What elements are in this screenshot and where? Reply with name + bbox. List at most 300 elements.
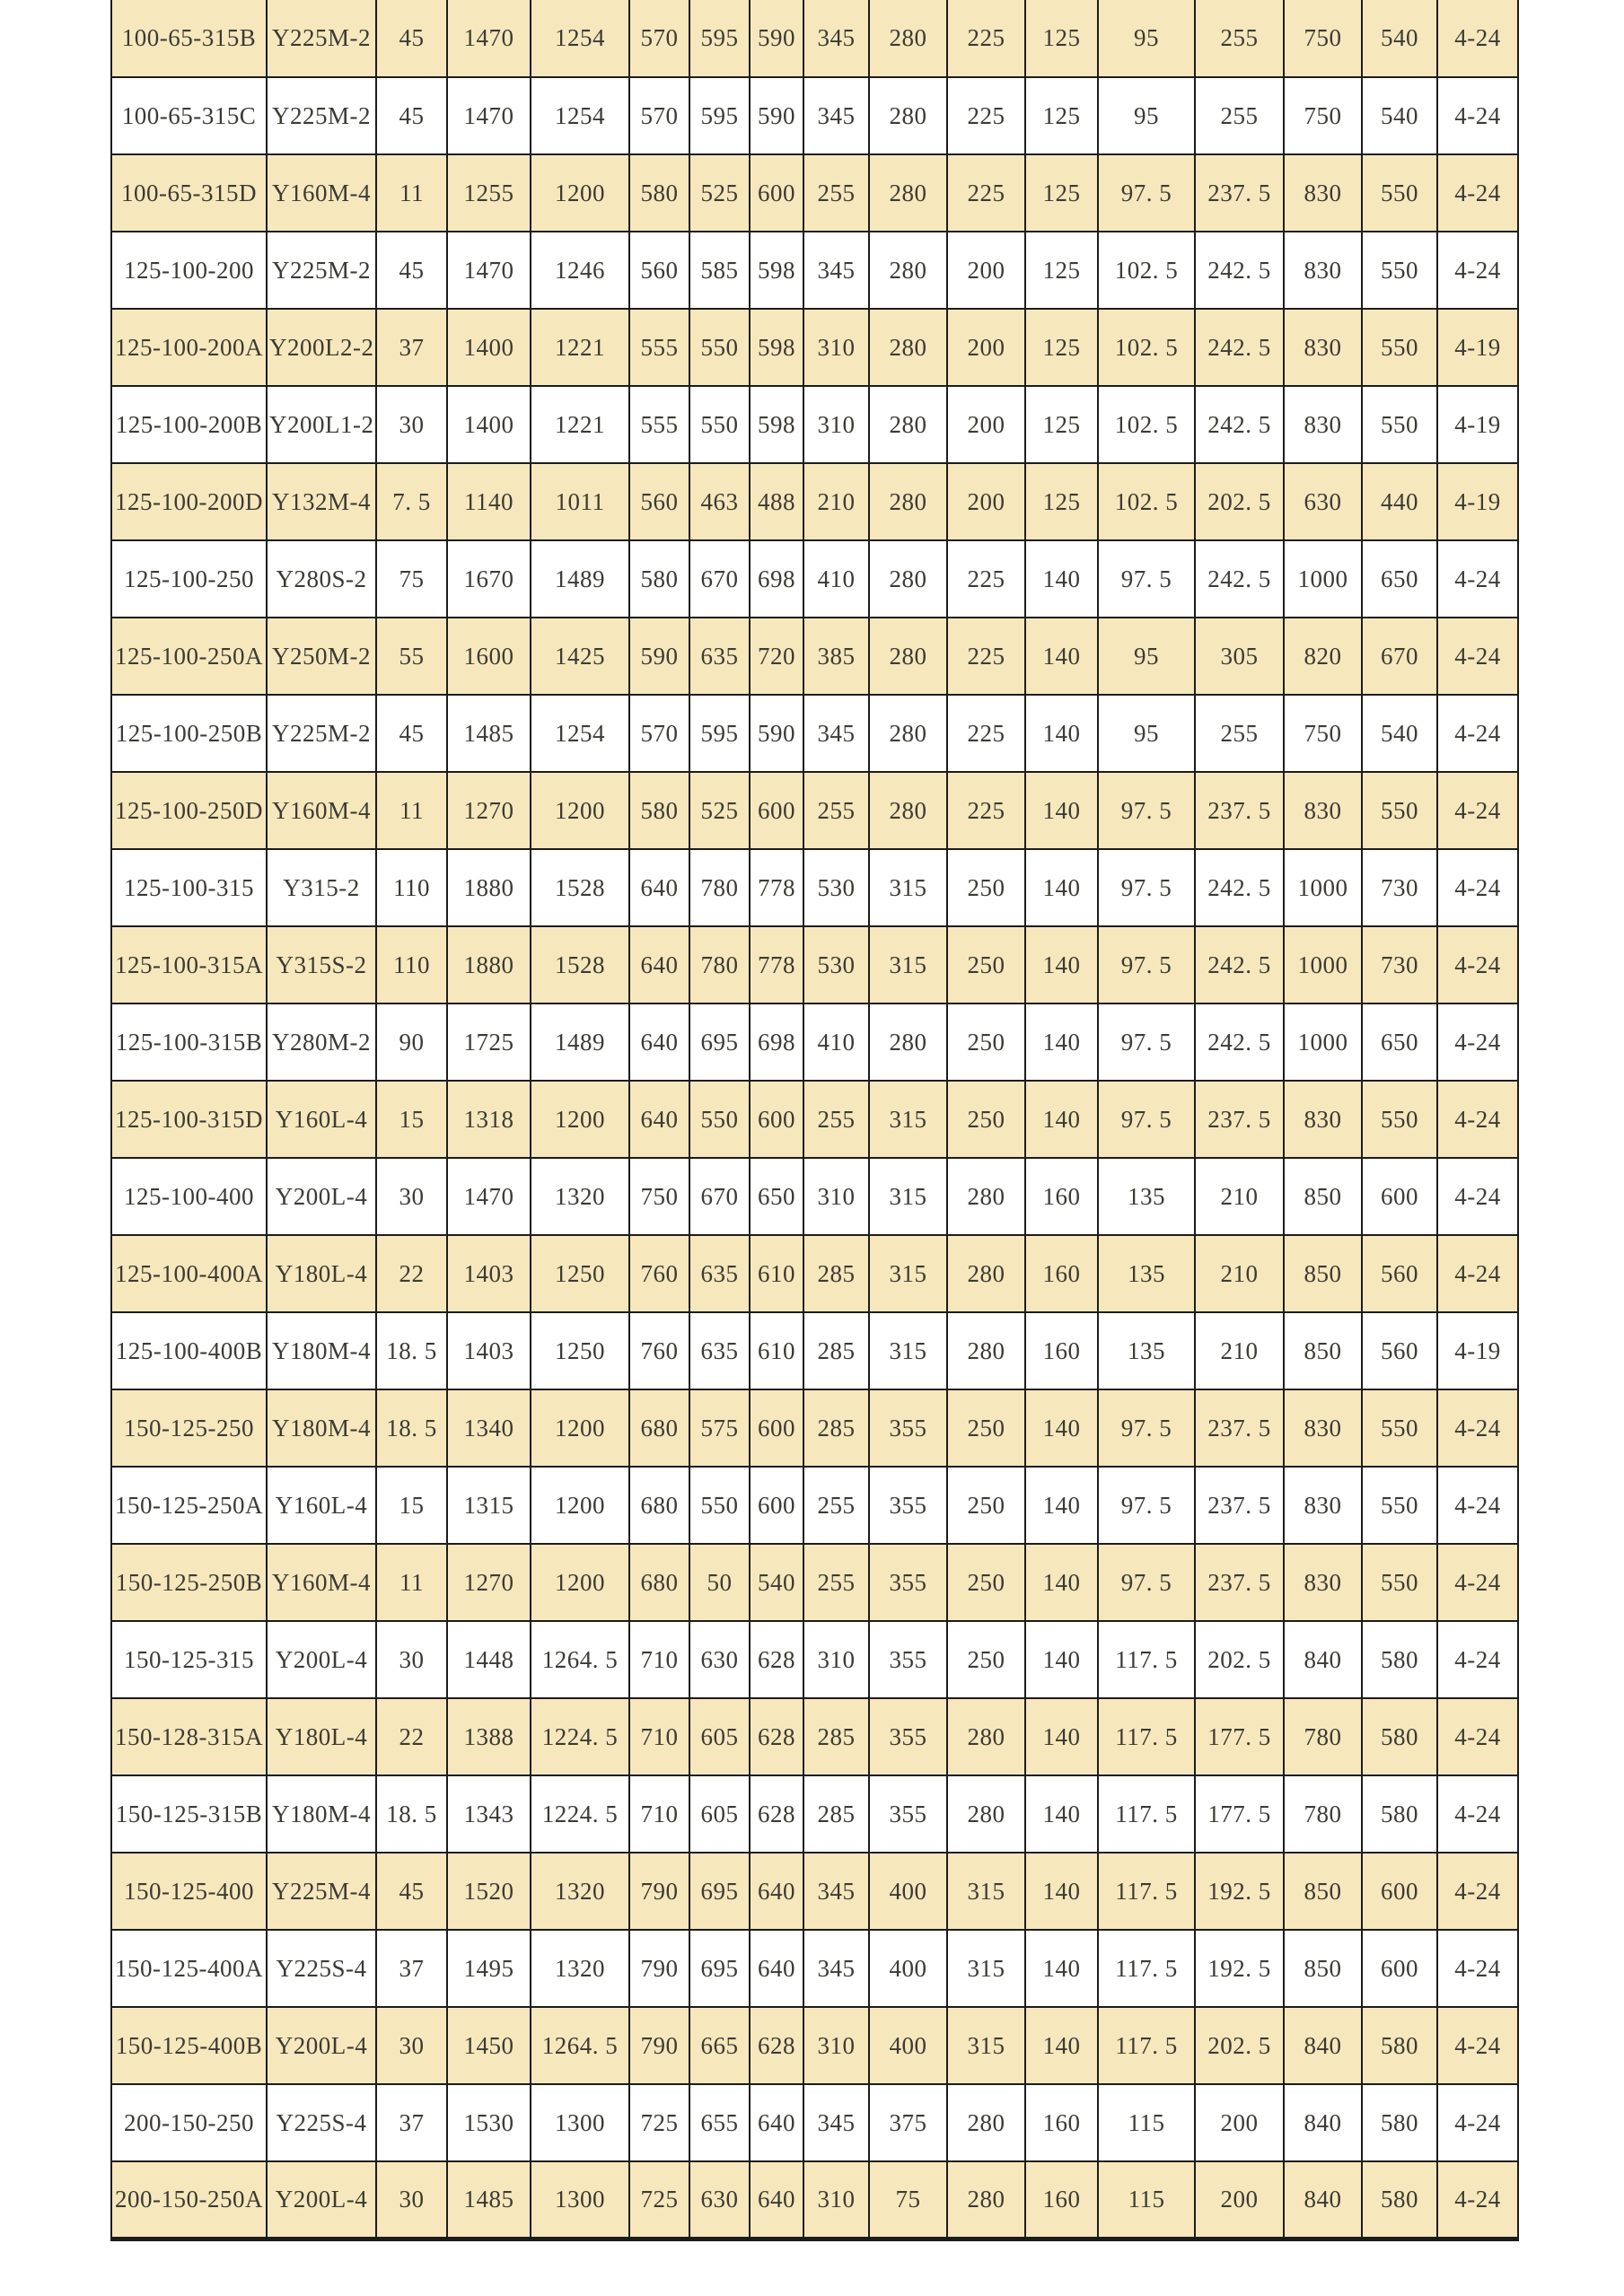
- cell: 242. 5: [1195, 232, 1284, 309]
- cell: 285: [803, 1389, 869, 1467]
- cell: 820: [1284, 618, 1362, 695]
- cell: 95: [1098, 618, 1195, 695]
- cell: 540: [1362, 0, 1437, 77]
- cell: 285: [803, 1775, 869, 1853]
- cell: 242. 5: [1195, 849, 1284, 926]
- cell: 102. 5: [1098, 309, 1195, 386]
- cell: 255: [803, 772, 869, 849]
- cell: 125-100-315D: [111, 1081, 267, 1158]
- cell: 310: [803, 2161, 869, 2239]
- cell: 635: [689, 618, 750, 695]
- cell: 440: [1362, 463, 1437, 540]
- cell: 555: [629, 386, 689, 463]
- cell: 280: [947, 1158, 1025, 1235]
- cell: 1221: [531, 309, 629, 386]
- cell: 840: [1284, 2084, 1362, 2161]
- cell: 280: [869, 540, 947, 618]
- cell: 830: [1284, 772, 1362, 849]
- cell: 237. 5: [1195, 772, 1284, 849]
- cell: 640: [629, 1003, 689, 1081]
- cell: 1340: [447, 1389, 531, 1467]
- table-row: [111, 1312, 1518, 1389]
- cell: 210: [1195, 1235, 1284, 1312]
- cell: 250: [947, 1544, 1025, 1621]
- cell: 640: [629, 1081, 689, 1158]
- cell: 280: [869, 463, 947, 540]
- cell: 202. 5: [1195, 1621, 1284, 1698]
- cell: 150-125-400A: [111, 1930, 267, 2007]
- cell: 140: [1025, 1698, 1098, 1775]
- cell: 830: [1284, 1081, 1362, 1158]
- cell: 1448: [447, 1621, 531, 1698]
- cell: 830: [1284, 386, 1362, 463]
- cell: 125: [1025, 77, 1098, 154]
- cell: 605: [689, 1775, 750, 1853]
- cell: 200: [947, 463, 1025, 540]
- table-row: [111, 77, 1518, 154]
- cell: 560: [629, 463, 689, 540]
- cell: 628: [750, 1621, 803, 1698]
- cell: 135: [1098, 1235, 1195, 1312]
- cell: Y200L2-2: [267, 309, 376, 386]
- cell: 760: [629, 1235, 689, 1312]
- cell: 177. 5: [1195, 1698, 1284, 1775]
- cell: 695: [689, 1003, 750, 1081]
- cell: 1224. 5: [531, 1775, 629, 1853]
- cell: 11: [376, 1544, 447, 1621]
- cell: 1320: [531, 1853, 629, 1930]
- cell: 225: [947, 695, 1025, 772]
- cell: 780: [1284, 1698, 1362, 1775]
- table-row: [111, 1775, 1518, 1853]
- cell: 37: [376, 1930, 447, 2007]
- cell: 125: [1025, 309, 1098, 386]
- cell: 650: [1362, 540, 1437, 618]
- cell: 345: [803, 1853, 869, 1930]
- table-row: [111, 154, 1518, 232]
- cell: 1000: [1284, 849, 1362, 926]
- cell: 140: [1025, 540, 1098, 618]
- cell: 255: [1195, 77, 1284, 154]
- cell: 640: [750, 1930, 803, 2007]
- cell: 655: [689, 2084, 750, 2161]
- cell: 210: [1195, 1312, 1284, 1389]
- cell: 4-24: [1437, 1930, 1518, 2007]
- cell: 630: [689, 2161, 750, 2239]
- cell: 1470: [447, 0, 531, 77]
- cell: 280: [869, 386, 947, 463]
- cell: 600: [750, 154, 803, 232]
- cell: 310: [803, 1158, 869, 1235]
- cell: 150-125-250B: [111, 1544, 267, 1621]
- cell: 4-24: [1437, 1235, 1518, 1312]
- cell: 135: [1098, 1312, 1195, 1389]
- cell: 4-19: [1437, 463, 1518, 540]
- cell: 97. 5: [1098, 154, 1195, 232]
- cell: 540: [1362, 77, 1437, 154]
- cell: 310: [803, 1621, 869, 1698]
- cell: 840: [1284, 1621, 1362, 1698]
- cell: 550: [689, 309, 750, 386]
- cell: 75: [376, 540, 447, 618]
- cell: Y180M-4: [267, 1775, 376, 1853]
- cell: 310: [803, 2007, 869, 2084]
- cell: 570: [629, 695, 689, 772]
- cell: 540: [750, 1544, 803, 1621]
- cell: 345: [803, 77, 869, 154]
- cell: 4-19: [1437, 309, 1518, 386]
- cell: 200: [947, 386, 1025, 463]
- cell: 125-100-250D: [111, 772, 267, 849]
- cell: 95: [1098, 0, 1195, 77]
- table-row: [111, 540, 1518, 618]
- table-row: [111, 2084, 1518, 2161]
- cell: 315: [869, 1312, 947, 1389]
- cell: 630: [1284, 463, 1362, 540]
- cell: Y225S-4: [267, 1930, 376, 2007]
- cell: 115: [1098, 2084, 1195, 2161]
- cell: 125: [1025, 232, 1098, 309]
- cell: 790: [629, 2007, 689, 2084]
- table-row: [111, 2161, 1518, 2239]
- cell: 30: [376, 2007, 447, 2084]
- cell: 22: [376, 1235, 447, 1312]
- cell: Y225M-2: [267, 232, 376, 309]
- cell: 1528: [531, 849, 629, 926]
- cell: 4-24: [1437, 2161, 1518, 2239]
- cell: 555: [629, 309, 689, 386]
- cell: 100-65-315B: [111, 0, 267, 77]
- cell: 580: [629, 540, 689, 618]
- cell: 1000: [1284, 926, 1362, 1003]
- cell: 37: [376, 309, 447, 386]
- cell: 4-24: [1437, 540, 1518, 618]
- cell: 780: [1284, 1775, 1362, 1853]
- cell: 1318: [447, 1081, 531, 1158]
- cell: 610: [750, 1312, 803, 1389]
- cell: 225: [947, 77, 1025, 154]
- cell: 1320: [531, 1158, 629, 1235]
- cell: 780: [689, 849, 750, 926]
- cell: Y225M-2: [267, 695, 376, 772]
- cell: 315: [947, 1853, 1025, 1930]
- cell: 710: [629, 1775, 689, 1853]
- cell: 125-100-200B: [111, 386, 267, 463]
- cell: Y315-2: [267, 849, 376, 926]
- cell: 4-24: [1437, 77, 1518, 154]
- cell: 600: [750, 1467, 803, 1544]
- cell: 1320: [531, 1930, 629, 2007]
- cell: 110: [376, 849, 447, 926]
- cell: 95: [1098, 77, 1195, 154]
- cell: 463: [689, 463, 750, 540]
- cell: 150-128-315A: [111, 1698, 267, 1775]
- cell: 840: [1284, 2161, 1362, 2239]
- cell: 200: [1195, 2084, 1284, 2161]
- cell: 95: [1098, 695, 1195, 772]
- cell: 600: [1362, 1853, 1437, 1930]
- cell: 15: [376, 1467, 447, 1544]
- cell: 4-24: [1437, 695, 1518, 772]
- cell: 4-24: [1437, 1389, 1518, 1467]
- cell: Y225M-2: [267, 77, 376, 154]
- cell: 140: [1025, 1003, 1098, 1081]
- cell: 280: [947, 2084, 1025, 2161]
- cell: 140: [1025, 1389, 1098, 1467]
- cell: 30: [376, 386, 447, 463]
- cell: 242. 5: [1195, 926, 1284, 1003]
- cell: 830: [1284, 232, 1362, 309]
- cell: Y180M-4: [267, 1389, 376, 1467]
- cell: 315: [869, 849, 947, 926]
- cell: 830: [1284, 154, 1362, 232]
- cell: 150-125-315: [111, 1621, 267, 1698]
- cell: 1470: [447, 1158, 531, 1235]
- cell: 1200: [531, 1544, 629, 1621]
- cell: 640: [629, 849, 689, 926]
- cell: 250: [947, 926, 1025, 1003]
- cell: 488: [750, 463, 803, 540]
- cell: 225: [947, 0, 1025, 77]
- cell: 830: [1284, 1544, 1362, 1621]
- cell: 345: [803, 232, 869, 309]
- cell: 4-19: [1437, 1312, 1518, 1389]
- cell: 530: [803, 849, 869, 926]
- cell: 280: [947, 1312, 1025, 1389]
- cell: 97. 5: [1098, 540, 1195, 618]
- cell: 160: [1025, 1312, 1098, 1389]
- cell: 550: [689, 386, 750, 463]
- cell: 315: [947, 2007, 1025, 2084]
- cell: 4-24: [1437, 0, 1518, 77]
- cell: 1343: [447, 1775, 531, 1853]
- cell: 540: [1362, 695, 1437, 772]
- table-row: [111, 1544, 1518, 1621]
- cell: 680: [629, 1544, 689, 1621]
- cell: 680: [629, 1389, 689, 1467]
- cell: 1300: [531, 2161, 629, 2239]
- cell: 598: [750, 309, 803, 386]
- cell: 4-24: [1437, 1853, 1518, 1930]
- cell: 560: [1362, 1312, 1437, 1389]
- cell: 45: [376, 77, 447, 154]
- cell: 250: [947, 1467, 1025, 1544]
- cell: 355: [869, 1775, 947, 1853]
- cell: 125-100-315A: [111, 926, 267, 1003]
- cell: 590: [750, 0, 803, 77]
- cell: 550: [1362, 1081, 1437, 1158]
- cell: 90: [376, 1003, 447, 1081]
- cell: 345: [803, 695, 869, 772]
- cell: Y225S-4: [267, 2084, 376, 2161]
- cell: 140: [1025, 618, 1098, 695]
- cell: 650: [750, 1158, 803, 1235]
- cell: 237. 5: [1195, 154, 1284, 232]
- cell: 1530: [447, 2084, 531, 2161]
- cell: Y160M-4: [267, 154, 376, 232]
- cell: 280: [869, 1003, 947, 1081]
- cell: 18. 5: [376, 1389, 447, 1467]
- cell: 4-24: [1437, 1158, 1518, 1235]
- cell: 710: [629, 1698, 689, 1775]
- cell: 1670: [447, 540, 531, 618]
- cell: 315: [869, 1158, 947, 1235]
- cell: Y250M-2: [267, 618, 376, 695]
- cell: 1254: [531, 695, 629, 772]
- cell: 125: [1025, 0, 1098, 77]
- cell: 200: [947, 309, 1025, 386]
- cell: 102. 5: [1098, 386, 1195, 463]
- cell: 355: [869, 1544, 947, 1621]
- cell: 670: [1362, 618, 1437, 695]
- cell: 525: [689, 154, 750, 232]
- table-row: [111, 1389, 1518, 1467]
- cell: 600: [750, 1081, 803, 1158]
- cell: 1140: [447, 463, 531, 540]
- cell: Y225M-4: [267, 1853, 376, 1930]
- cell: 150-125-400: [111, 1853, 267, 1930]
- cell: Y180L-4: [267, 1235, 376, 1312]
- cell: 280: [869, 0, 947, 77]
- cell: 530: [803, 926, 869, 1003]
- cell: 410: [803, 540, 869, 618]
- cell: 525: [689, 772, 750, 849]
- cell: 1254: [531, 0, 629, 77]
- cell: 575: [689, 1389, 750, 1467]
- cell: Y160L-4: [267, 1467, 376, 1544]
- table-row: [111, 0, 1518, 77]
- cell: 730: [1362, 849, 1437, 926]
- cell: 4-24: [1437, 2007, 1518, 2084]
- cell: 1300: [531, 2084, 629, 2161]
- cell: 285: [803, 1312, 869, 1389]
- cell: 117. 5: [1098, 1698, 1195, 1775]
- cell: 560: [1362, 1235, 1437, 1312]
- cell: 125-100-400: [111, 1158, 267, 1235]
- cell: 640: [750, 2161, 803, 2239]
- cell: 97. 5: [1098, 926, 1195, 1003]
- cell: 670: [689, 1158, 750, 1235]
- cell: 1224. 5: [531, 1698, 629, 1775]
- cell: Y132M-4: [267, 463, 376, 540]
- cell: 630: [689, 1621, 750, 1698]
- cell: 550: [689, 1081, 750, 1158]
- table-row: [111, 695, 1518, 772]
- cell: 580: [1362, 2084, 1437, 2161]
- cell: 280: [869, 772, 947, 849]
- cell: 600: [750, 772, 803, 849]
- cell: 140: [1025, 926, 1098, 1003]
- cell: 100-65-315C: [111, 77, 267, 154]
- cell: 280: [869, 77, 947, 154]
- cell: 680: [629, 1467, 689, 1544]
- cell: 1485: [447, 2161, 531, 2239]
- cell: 1489: [531, 1003, 629, 1081]
- cell: 410: [803, 1003, 869, 1081]
- cell: 345: [803, 1930, 869, 2007]
- cell: 628: [750, 1698, 803, 1775]
- cell: Y160M-4: [267, 1544, 376, 1621]
- table-row: [111, 1853, 1518, 1930]
- cell: 177. 5: [1195, 1775, 1284, 1853]
- cell: 140: [1025, 1621, 1098, 1698]
- cell: 4-24: [1437, 1467, 1518, 1544]
- cell: 1725: [447, 1003, 531, 1081]
- cell: 250: [947, 1389, 1025, 1467]
- cell: 550: [1362, 386, 1437, 463]
- cell: 125: [1025, 463, 1098, 540]
- cell: 125: [1025, 386, 1098, 463]
- cell: 698: [750, 1003, 803, 1081]
- cell: 140: [1025, 2007, 1098, 2084]
- cell: 255: [1195, 0, 1284, 77]
- cell: 1250: [531, 1235, 629, 1312]
- cell: 135: [1098, 1158, 1195, 1235]
- cell: 345: [803, 2084, 869, 2161]
- cell: 280: [947, 2161, 1025, 2239]
- cell: 1388: [447, 1698, 531, 1775]
- cell: 315: [869, 1081, 947, 1158]
- cell: 1400: [447, 309, 531, 386]
- cell: 237. 5: [1195, 1389, 1284, 1467]
- cell: 580: [1362, 1698, 1437, 1775]
- cell: 1200: [531, 1467, 629, 1544]
- cell: Y315S-2: [267, 926, 376, 1003]
- cell: 550: [1362, 232, 1437, 309]
- cell: 255: [803, 1081, 869, 1158]
- pump-spec-table: [110, 0, 1519, 2241]
- cell: 160: [1025, 2161, 1098, 2239]
- cell: 285: [803, 1235, 869, 1312]
- cell: 110: [376, 926, 447, 1003]
- cell: 305: [1195, 618, 1284, 695]
- cell: 375: [869, 2084, 947, 2161]
- cell: 4-24: [1437, 154, 1518, 232]
- cell: 550: [689, 1467, 750, 1544]
- cell: 140: [1025, 1544, 1098, 1621]
- cell: 1255: [447, 154, 531, 232]
- cell: 242. 5: [1195, 540, 1284, 618]
- cell: 7. 5: [376, 463, 447, 540]
- cell: 778: [750, 926, 803, 1003]
- cell: 30: [376, 1158, 447, 1235]
- cell: 780: [689, 926, 750, 1003]
- cell: 255: [1195, 695, 1284, 772]
- cell: 635: [689, 1235, 750, 1312]
- cell: 590: [629, 618, 689, 695]
- cell: 1425: [531, 618, 629, 695]
- cell: 1470: [447, 77, 531, 154]
- cell: 1528: [531, 926, 629, 1003]
- cell: 560: [629, 232, 689, 309]
- table-row: [111, 1235, 1518, 1312]
- cell: 125-100-200A: [111, 309, 267, 386]
- cell: 595: [689, 77, 750, 154]
- cell: 250: [947, 1621, 1025, 1698]
- cell: 760: [629, 1312, 689, 1389]
- cell: 280: [947, 1235, 1025, 1312]
- cell: 628: [750, 2007, 803, 2084]
- cell: 250: [947, 1081, 1025, 1158]
- cell: 125-100-250B: [111, 695, 267, 772]
- cell: 580: [1362, 1621, 1437, 1698]
- table-row: [111, 1081, 1518, 1158]
- cell: 117. 5: [1098, 1621, 1195, 1698]
- cell: 850: [1284, 1312, 1362, 1389]
- cell: 140: [1025, 1775, 1098, 1853]
- cell: 102. 5: [1098, 232, 1195, 309]
- cell: Y280S-2: [267, 540, 376, 618]
